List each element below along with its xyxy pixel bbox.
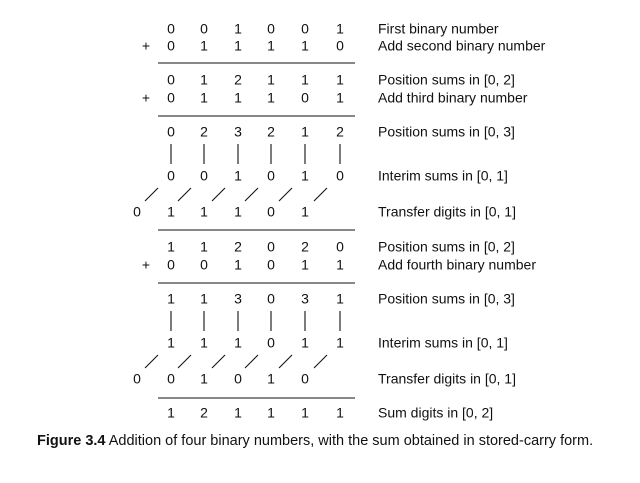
transfer-diagonal [314, 188, 327, 201]
digit-cell: 1 [267, 404, 275, 421]
transfer-diagonal [245, 355, 258, 368]
digit-cell: 2 [301, 238, 309, 255]
digit-cell: 1 [301, 123, 309, 140]
digit-cell: 1 [267, 89, 275, 106]
digit-cell: 1 [301, 404, 309, 421]
figure-caption [37, 433, 627, 449]
transfer-diagonal [279, 355, 292, 368]
transfer-diagonal [178, 188, 191, 201]
digit-cell: 2 [267, 123, 275, 140]
digit-cell: 1 [336, 334, 344, 351]
plus-sign: + [141, 89, 151, 106]
digit-cell: 1 [167, 238, 175, 255]
digit-cell: 1 [200, 238, 208, 255]
digit-cell: 3 [301, 290, 309, 307]
digit-cell: 1 [301, 71, 309, 88]
transfer-diagonal [178, 355, 191, 368]
digit-cell: 0 [200, 20, 208, 37]
digit-cell: 0 [267, 20, 275, 37]
digit-cell: 1 [200, 370, 208, 387]
digit-cell: 2 [200, 404, 208, 421]
digit-cell: 1 [234, 167, 242, 184]
digit-cell: 3 [234, 123, 242, 140]
digit-cell: 0 [301, 89, 309, 106]
digit-cell: 1 [267, 71, 275, 88]
digit-cell: 1 [301, 334, 309, 351]
transfer-diagonal [279, 188, 292, 201]
row-label: Position sums in [0, 2] [378, 238, 515, 255]
carry-in-digit: 0 [133, 370, 141, 387]
digit-cell: 1 [336, 290, 344, 307]
digit-cell: 1 [200, 334, 208, 351]
digit-cell: 0 [267, 238, 275, 255]
plus-sign: + [141, 256, 151, 273]
digit-cell: 1 [336, 256, 344, 273]
transfer-diagonal [212, 355, 225, 368]
row-label: Transfer digits in [0, 1] [378, 203, 516, 220]
transfer-diagonal [145, 355, 158, 368]
digit-cell: 1 [234, 89, 242, 106]
digit-cell: 0 [167, 123, 175, 140]
digit-cell: 0 [267, 167, 275, 184]
digit-cell: 0 [167, 167, 175, 184]
digit-cell: 2 [234, 71, 242, 88]
digit-cell: 0 [167, 20, 175, 37]
digit-cell: 0 [167, 256, 175, 273]
digit-cell: 0 [234, 370, 242, 387]
row-label: Interim sums in [0, 1] [378, 334, 508, 351]
digit-cell: 1 [234, 203, 242, 220]
digit-cell: 1 [336, 71, 344, 88]
digit-cell: 1 [200, 290, 208, 307]
digit-cell: 0 [167, 89, 175, 106]
row-label: Sum digits in [0, 2] [378, 404, 494, 421]
digit-cell: 1 [234, 334, 242, 351]
digit-cell: 1 [301, 256, 309, 273]
digit-cell: 1 [200, 71, 208, 88]
transfer-diagonal [145, 188, 158, 201]
digit-cell: 1 [167, 404, 175, 421]
digit-cell: 2 [234, 238, 242, 255]
figure-number: Figure 3.4 [37, 433, 106, 449]
digit-cell: 1 [301, 203, 309, 220]
digit-cell: 0 [267, 256, 275, 273]
digit-cell: 0 [167, 71, 175, 88]
row-label: Add fourth binary number [378, 256, 536, 273]
digit-cell: 0 [200, 256, 208, 273]
digit-cell: 0 [200, 167, 208, 184]
digit-cell: 0 [167, 370, 175, 387]
digit-cell: 1 [336, 89, 344, 106]
digit-cell: 3 [234, 290, 242, 307]
digit-cell: 1 [200, 89, 208, 106]
digit-cell: 1 [301, 167, 309, 184]
row-label: Transfer digits in [0, 1] [378, 370, 516, 387]
transfer-diagonal [314, 355, 327, 368]
digit-cell: 0 [301, 370, 309, 387]
digit-cell: 0 [267, 334, 275, 351]
digit-cell: 0 [267, 290, 275, 307]
plus-sign: + [141, 37, 151, 54]
digit-cell: 1 [336, 20, 344, 37]
digit-cell: 1 [200, 203, 208, 220]
row-label: Interim sums in [0, 1] [378, 167, 508, 184]
digit-cell: 0 [267, 203, 275, 220]
digit-cell: 0 [336, 238, 344, 255]
digit-cell: 1 [267, 37, 275, 54]
digit-cell: 1 [167, 290, 175, 307]
row-label: Position sums in [0, 3] [378, 123, 515, 140]
carry-in-digit: 0 [133, 203, 141, 220]
caption-text: Addition of four binary numbers, with the sum obtained in stored-carry form. [108, 433, 594, 449]
row-label: Position sums in [0, 2] [378, 71, 515, 88]
row-label: Add second binary number [378, 37, 546, 54]
row-label: Add third binary number [378, 89, 528, 106]
digit-cell: 0 [336, 167, 344, 184]
digit-cell: 2 [200, 123, 208, 140]
digit-cell: 0 [167, 37, 175, 54]
digit-cell: 1 [336, 404, 344, 421]
digit-cell: 1 [167, 334, 175, 351]
transfer-diagonal [245, 188, 258, 201]
digit-cell: 1 [200, 37, 208, 54]
digit-cell: 1 [267, 370, 275, 387]
digit-cell: 1 [234, 37, 242, 54]
row-label: Position sums in [0, 3] [378, 290, 515, 307]
digit-cell: 1 [234, 256, 242, 273]
row-label: First binary number [378, 20, 499, 37]
digit-cell: 0 [336, 37, 344, 54]
transfer-diagonal [212, 188, 225, 201]
digit-cell: 1 [234, 404, 242, 421]
digit-cell: 1 [167, 203, 175, 220]
digit-cell: 1 [234, 20, 242, 37]
digit-cell: 0 [301, 20, 309, 37]
digit-cell: 2 [336, 123, 344, 140]
digit-cell: 1 [301, 37, 309, 54]
